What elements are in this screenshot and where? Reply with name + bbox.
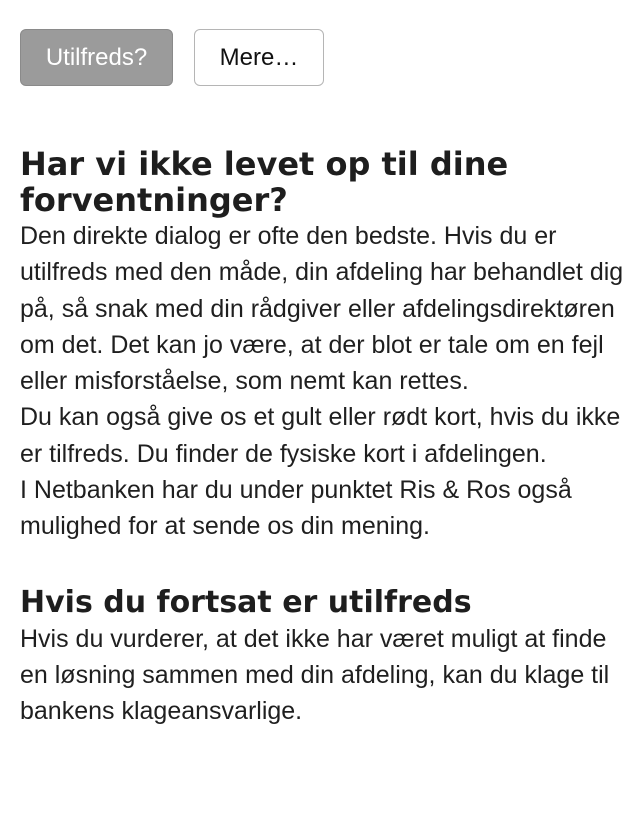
section-heading-2: Hvis du fortsat er utilfreds	[20, 584, 472, 620]
paragraph-cards-line2: I Netbanken har du under punktet Ris & Ros også mulighed for at sende os din mening.	[20, 476, 572, 541]
tab-bar	[20, 29, 324, 86]
paragraph-direct-dialog: Den direkte dialog er ofte den bedste. Hvis du er utilfreds med den måde, din afdeling har behandlet dig på, så snak med din rådgiver eller afdelingsdirektøren om det. Det kan jo være, at der blot er tale om en fejl eller misforståelse, som nemt kan rettes.	[20, 222, 624, 396]
main-content	[20, 146, 625, 730]
paragraph-still-unsatisfied: Hvis du vurderer, at det ikke har været muligt at finde en løsning sammen med din afdeling, kan du klage til bankens klageansvarlige.	[20, 624, 610, 726]
paragraph-cards	[20, 399, 625, 544]
paragraph-cards-line1: Du kan også give os et gult eller rødt kort, hvis du ikke er tilfreds. Du finder de fysiske kort i afdelingen.	[20, 403, 621, 468]
tab-utilfreds[interactable]: Utilfreds?	[20, 29, 173, 86]
section-heading: Har vi ikke levet op til dine forventninger?	[20, 145, 509, 219]
tab-mere[interactable]: Mere…	[194, 29, 324, 86]
